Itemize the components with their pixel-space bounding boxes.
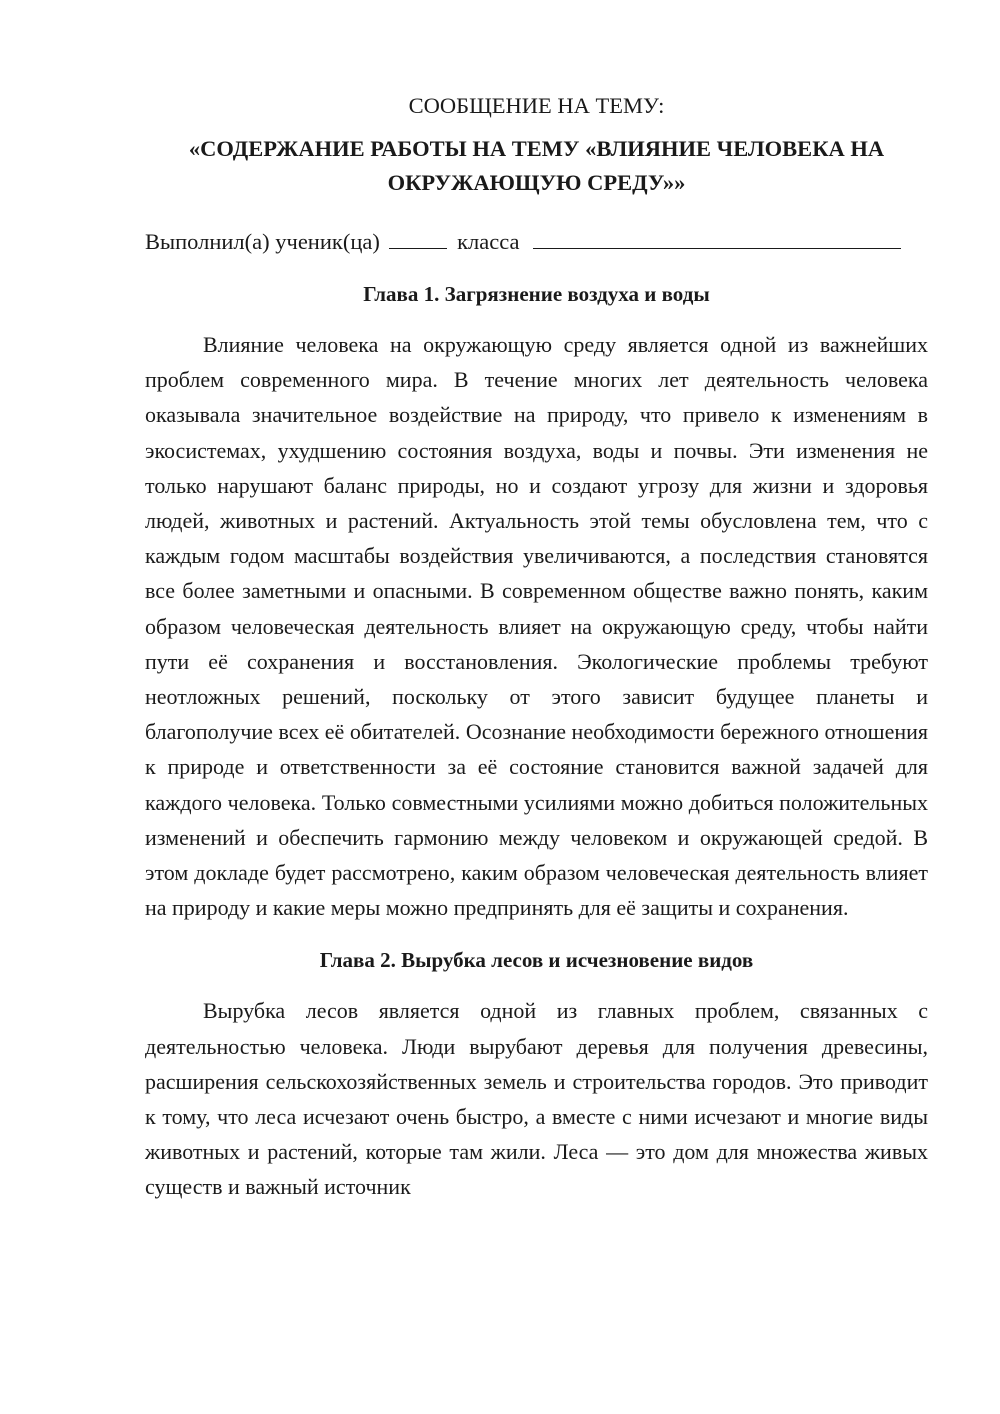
chapter-1 [145,279,928,925]
author-prefix: Выполнил(а) ученик(ца) [145,229,380,254]
chapter-2-paragraph: Вырубка лесов является одной из главных проблем, связанных с деятельностью человека. Люди вырубают деревья для получения древесины, расширения сельскохозяйственных земель и строительства городов. Это приводит к тому, что леса исчезают очень быстро, а вместе с ними исчезают и многие виды животных и растений, которые там жили. Леса — это дом для множества живых существ и важный источник [145,998,928,1200]
chapter-2-title: Глава 2. Вырубка лесов и исчезновение видов [319,948,754,973]
chapter-1-paragraph: Влияние человека на окружающую среду является одной из важнейших проблем современного мира. В течение многих лет деятельность человека оказывала значительное воздействие на природу, что привело к изменениям в экосистемах, ухудшению состояния воздуха, воды и почвы. Эти изменения не только нарушают баланс природы, но и создают угрозу для жизни и здоровья людей, животных и растений. Актуальность этой темы обусловлена тем, что с каждым годом масштабы воздействия увеличиваются, а последствия становятся все более заметными и опасными. В современном обществе важно понять, каким образом человеческая деятельность влияет на окружающую среду, чтобы найти пути её сохранения и восстановления. Экологические проблемы требуют неотложных решений, поскольку от этого зависит будущее планеты и благополучие всех её обитателей. Осознание необходимости бережного отношения к природе и ответственности за её состояние становится важной задачей для каждого человека. Только совместными усилиями можно добиться положительных изменений и обеспечить гармонию между человеком и окружающей средой. В этом докладе будет рассмотрено, каким образом человеческая деятельность влияет на природу и какие меры можно предпринять для её защиты и сохранения. [145,332,928,921]
author-line [145,226,928,257]
author-class-word: класса [457,229,520,254]
chapter-2 [145,945,928,1204]
document-title: «СОДЕРЖАНИЕ РАБОТЫ НА ТЕМУ «ВЛИЯНИЕ ЧЕЛОВЕКА НА ОКРУЖАЮЩУЮ СРЕДУ»» [188,136,885,195]
student-name-blank [533,226,901,249]
chapter-1-title: Глава 1. Загрязнение воздуха и воды [363,282,710,306]
document-header-line: СООБЩЕНИЕ НА ТЕМУ: [408,93,665,118]
class-number-blank [389,226,447,249]
